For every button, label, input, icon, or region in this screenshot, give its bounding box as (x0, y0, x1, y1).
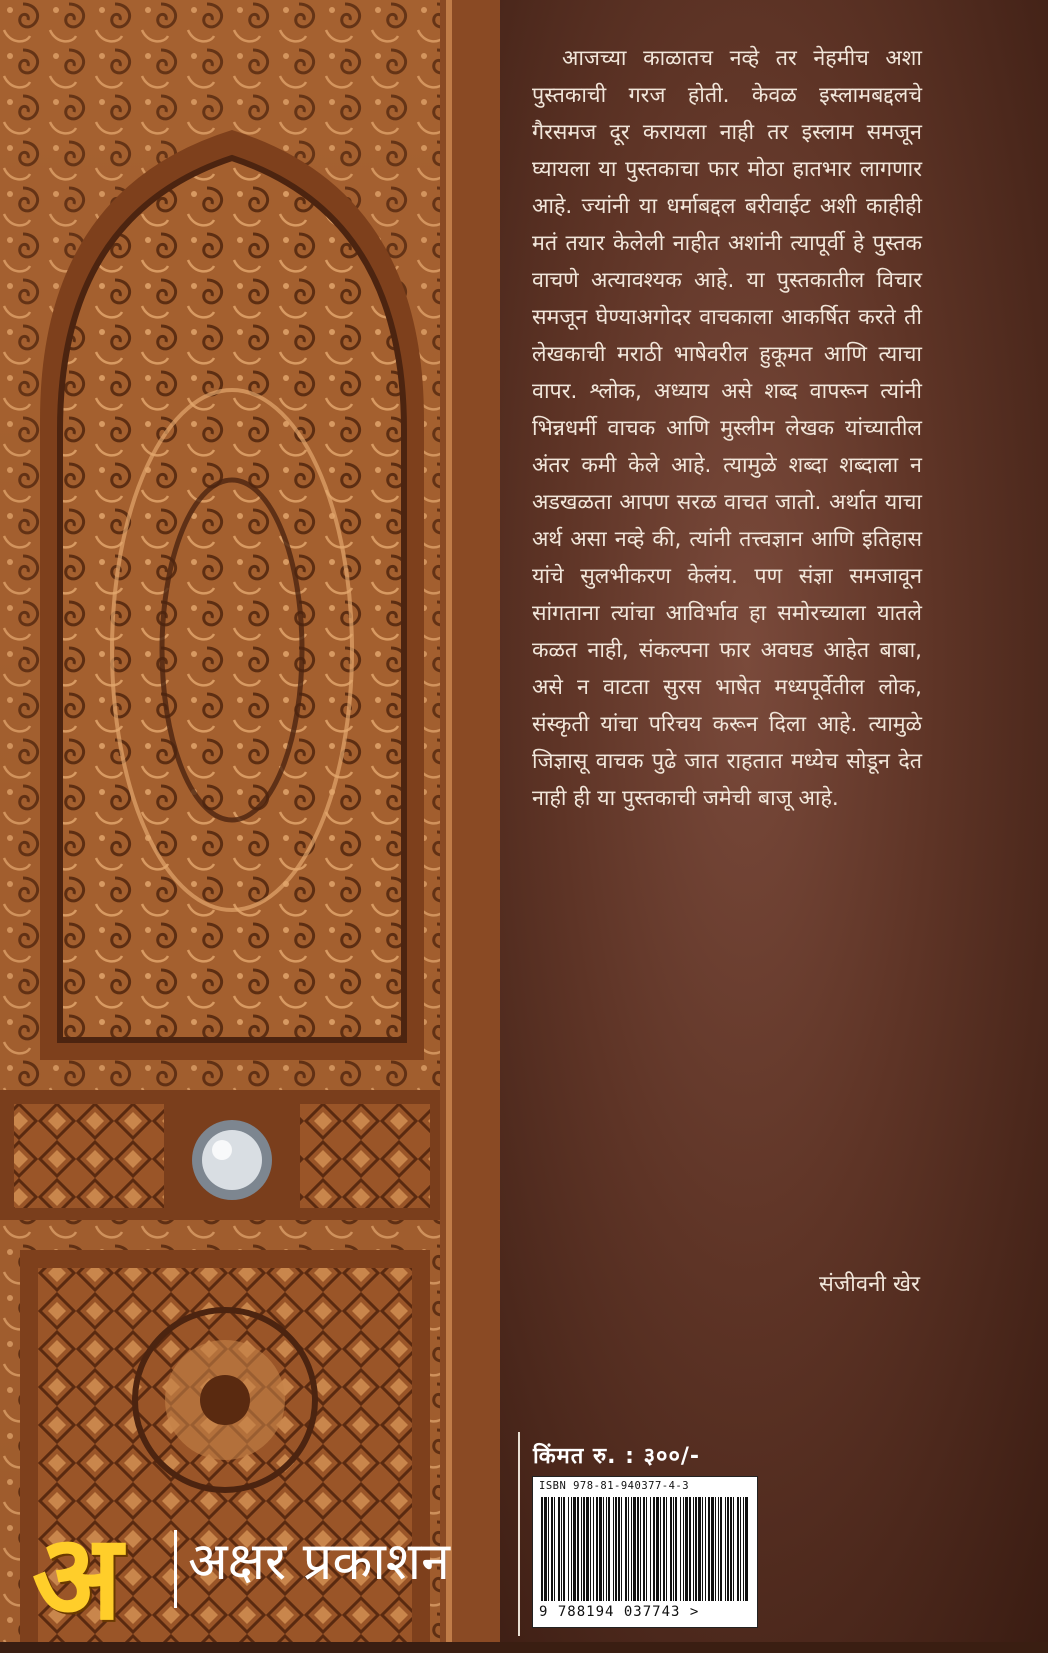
barcode-bar (561, 1497, 562, 1601)
barcode-bar (720, 1497, 722, 1601)
barcode-bar (702, 1497, 703, 1601)
barcode-bar (693, 1497, 694, 1601)
barcode-bar (613, 1497, 614, 1601)
barcode-bar (551, 1497, 553, 1601)
barcode-bar (698, 1497, 701, 1601)
barcode-bar (646, 1497, 647, 1601)
barcode-bar (730, 1497, 732, 1601)
logo-divider (174, 1530, 177, 1608)
barcode-bar (631, 1497, 632, 1601)
barcode-bar (544, 1497, 547, 1601)
isbn-barcode (532, 1476, 758, 1628)
publisher-logo-glyph: अ (32, 1507, 123, 1646)
blurb-text: आजच्या काळातच नव्हे तर नेहमीच अशा पुस्तकाची गरज होती. केवळ इस्लामबद्दलचे गैरसमज दूर करायला नाही तर इस्लाम समजून घ्यायला या पुस्तकाचा फार मोठा हातभार लागणार आहे. ज्यांनी या धर्माबद्दल बरीवाईट अशी काहीही मतं तयार केलेली नाहीत अशांनी त्यापूर्वी हे पुस्तक वाचणे अत्यावश्यक आहे. या पुस्तकातील विचार समजून घेण्याअगोदर वाचकाला आकर्षित करते ती लेखकाची मराठी भाषेवरील हुकूमत आणि त्याचा वापर. श्लोक, अध्याय असे शब्द वापरून त्यांनी भिन्नधर्मी वाचक आणि मुस्लीम लेखक यांच्यातील अंतर कमी केले आहे. त्यामुळे शब्दा शब्दाला न अडखळता आपण सरळ वाचत जातो. अर्थात याचा अर्थ असा नव्हे की, त्यांनी तत्त्वज्ञान आणि इतिहास यांचे सुलभीकरण केलंय. पण संज्ञा समजावून सांगताना त्यांचा आविर्भाव हा समोरच्याला यातले कळत नाही, संकल्पना फार अवघड आहेत बाबा, असे न वाटता सुरस भाषेत मध्यपूर्वेतील लोक, संस्कृती यांचा परिचय करून दिला आहे. त्यामुळे जिज्ञासू वाचक पुढे जात राहतात मध्येच सोडून देत नाही ही या पुस्तकाची जमेची बाजू आहे. (532, 46, 922, 811)
barcode-bar (660, 1497, 661, 1601)
barcode-bar (558, 1497, 560, 1601)
barcode-bar (680, 1497, 681, 1601)
barcode-bar (628, 1497, 629, 1601)
barcode-bar (599, 1497, 602, 1601)
carved-door-image (0, 0, 500, 1642)
publisher-name: अक्षर प्रकाशन (188, 1532, 451, 1592)
barcode-bar (637, 1497, 639, 1601)
barcode-bar (583, 1497, 585, 1601)
barcode-bar (568, 1497, 569, 1601)
barcode-bar (625, 1497, 627, 1601)
barcode-bar (695, 1497, 697, 1601)
barcode-bar (608, 1497, 610, 1601)
barcode-bar (656, 1497, 659, 1601)
barcode-bar (593, 1497, 594, 1601)
barcode-bar (711, 1497, 714, 1601)
barcode-bar (745, 1497, 748, 1601)
barcode-bar (618, 1497, 620, 1601)
barcode-bar (666, 1497, 667, 1601)
barcode-bar (653, 1497, 655, 1601)
publisher-logo (32, 1507, 512, 1646)
barcode-bar (683, 1497, 684, 1601)
barcode-bar (615, 1497, 617, 1601)
barcode-bar (715, 1497, 716, 1601)
barcode-bar (718, 1497, 719, 1601)
barcode-bar (581, 1497, 582, 1601)
barcode-bar (640, 1497, 641, 1601)
barcode-bar (554, 1497, 555, 1601)
barcode-bar (733, 1497, 734, 1601)
barcode-bar (606, 1497, 607, 1601)
barcode-bar (685, 1497, 688, 1601)
barcode-bar (737, 1497, 739, 1601)
barcode-bar (586, 1497, 589, 1601)
barcode-bar (590, 1497, 591, 1601)
barcode-bar (577, 1497, 579, 1601)
barcode-bars (541, 1497, 749, 1601)
barcode-bar (673, 1497, 674, 1601)
price-divider (518, 1432, 520, 1636)
barcode-bar (663, 1497, 665, 1601)
barcode-bar (725, 1497, 726, 1601)
price-label: किंमत रु. : ३००/- (533, 1444, 701, 1469)
barcode-bar (621, 1497, 622, 1601)
barcode-bar (740, 1497, 741, 1601)
barcode-bar (548, 1497, 549, 1601)
barcode-bar (727, 1497, 729, 1601)
barcode-bar (650, 1497, 651, 1601)
barcode-number: 9 788194 037743 > (539, 1604, 700, 1620)
barcode-bar (670, 1497, 672, 1601)
barcode-bar (743, 1497, 744, 1601)
isbn-label: ISBN 978-81-940377-4-3 (539, 1480, 690, 1492)
barcode-bar (675, 1497, 677, 1601)
door-carving (0, 0, 500, 1642)
reviewer-signature: संजीवनी खेर (818, 1272, 920, 1297)
barcode-bar (571, 1497, 572, 1601)
barcode-bar (541, 1497, 543, 1601)
barcode-bar (573, 1497, 576, 1601)
barcode-bar (689, 1497, 691, 1601)
barcode-bar (603, 1497, 604, 1601)
barcode-bar (643, 1497, 645, 1601)
barcode-bar (633, 1497, 636, 1601)
barcode-bar (705, 1497, 706, 1601)
barcode-bar (708, 1497, 710, 1601)
barcode-bar (563, 1497, 565, 1601)
barcode-bar (596, 1497, 598, 1601)
